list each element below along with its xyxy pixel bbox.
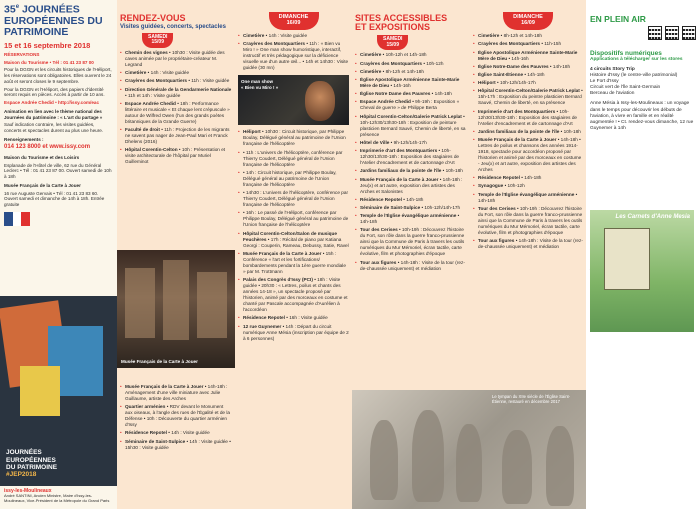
list-item: • Tour aux figures • 14h-18h : Visite de la tour (rez-de-chaussée uniquement) et médiation	[355, 260, 467, 272]
list-item: • Faculté de droit • 11h : Projection de les migrants ne savent pas nager de Jean-Paul Mari et Franck Dhelens (2016)	[120, 127, 232, 145]
list-item: • Chemin des vignes • 10h30 : Visite guidée des caves animée par le propriétaire-créateur M. Legrand	[120, 50, 232, 68]
list-item: • Jardins familiaux de la pointe de l'île • 10h-18h	[355, 168, 467, 174]
musee-title: Musée Français de la Carte à Jouer	[4, 182, 81, 188]
france-flag-icon	[4, 212, 30, 226]
circuit-block	[590, 67, 696, 98]
anim-note: Animation en lien avec le thème national des Journées du patrimoine : « L'art du partage »	[4, 108, 103, 120]
section-heading: RENDEZ-VOUS	[120, 13, 186, 23]
musee-address: 16 rue Auguste Gervais • Tél : 01 41 23 83 60. Ouvert samedi et dimanche de 14h à 18h. Entrée gratuite	[4, 190, 105, 208]
poster-image: JOURNÉES EUROPÉENNES DU PATRIMOINE #JEP2018	[0, 296, 117, 486]
list-item: • Musée Français de la Carte à Jouer • 15h : Conférence « l'art et les fortifications/ bombardements pendant la 1ère guerre mondiale » par M. Trottmann	[238, 251, 349, 275]
section-heading: EN PLEIN AIR	[590, 14, 646, 24]
day-badge: SAMEDI 15/09	[142, 33, 173, 48]
list-item: • Hôpital Corentin-Celton/Salon de musique Feuchères • 17h : Récital de piano par Katiana Georgi : Couperin, Rameau, Debussy, Satie, Ravel	[238, 231, 349, 249]
info-phone[interactable]: 014 123 8000 et www.issy.com	[4, 144, 91, 151]
list-item: • Séminaire de Saint-Sulpice • 14h : Visite guidée • 15h30 : Visite guidée	[120, 439, 232, 451]
list-item: • • 14h : Circuit historique, par Philippe Boulay, Délégué général au patrimoine de l'Union française de l'hélicoptère	[238, 170, 349, 188]
list-item: • Hôpital Corentin-Celton/Galerie Patrick Leplat • 10h-12h30/13h30-18h : Exposition de peinture plasticien Bernard Sauvé, Chemin de liberté, en sa présence	[355, 114, 467, 138]
list-item: • Église Apostolique Arménienne Sainte-Marie Mère de Dieu • 14h-16h	[355, 77, 467, 89]
anne-mesia-image: Les Carnets d'Anne Mesia	[590, 210, 694, 332]
list-item: • • 11h : L'univers de l'hélicoptère, conférence par Thierry Coudert, Délégué général de l'Union française de l'hélicoptère	[238, 150, 349, 168]
qr-code-icon[interactable]	[648, 26, 662, 40]
tympanum-photo: Le tympan du XIIe siècle de l'Église Saint-Étienne, restauré en décembre 2017	[352, 390, 586, 509]
maison-address: Esplanade de l'Hôtel de ville, 62 rue du Général Leclerc • Tél : 01 41 23 87 00. Ouvert samedi de 10h à 18h	[4, 162, 112, 180]
list-item: • Synagogue • 10h-12h	[473, 183, 583, 189]
store-badges	[648, 26, 696, 40]
reservations-tourisme: Maison du Tourisme • Tél : 01 41 23 87 00	[4, 59, 94, 65]
list-item: • Tour aux figures • 14h-18h : Visite de la tour (rez-de-chaussée uniquement) et médiation	[473, 238, 583, 250]
digital-heading: Dispositifs numériques	[590, 50, 662, 57]
list-item: • Crayères des Montquartiers • 10h-12h	[355, 61, 467, 67]
list-item: • Imprimerie d'art des Montquartiers • 10h-12h30/13h30-18h : Exposition des stagiaires de l'Atelier d'encadrement et de cartonnage d'Art	[473, 109, 583, 127]
reservations-note-id: Pour la DGGN et l'Héliport, des papiers d'identité seront requis en pièces. Accès à partir de 10 ans.	[4, 86, 105, 98]
list-item: • Crayères des Montquartiers • 11h : Visite guidée	[120, 78, 232, 84]
list-item: • • 16h : Le passé de l'Héliport, conférence par Philippe Boulay, Délégué général au patrimoine de l'Union française de l'hélicoptère	[238, 210, 349, 228]
section-subheading: Visites guidées, concerts, spectacles	[120, 24, 226, 31]
list-item: • Palais des Congrès d'Issy (PCI) • 18h : Visite guidée • 20h30 : « Lettres, poilus et chants des années 14-18 », un spectacle proposé par l'historien, animé par des morceaux en costume et chanté par Pascale accompagnée d'Aurélien à l'accordéon	[238, 277, 349, 313]
list-item: • Résidence Repotel • 14h : Visite guidée	[120, 430, 232, 436]
site-list	[473, 33, 583, 250]
event-dates: 15 et 16 septembre 2018	[4, 40, 91, 50]
list-item: • Résidence Repotel • 14h-18h	[473, 175, 583, 181]
footer	[0, 486, 117, 509]
list-item: • Église Notre Dame des Pauvres • 14h-18h	[355, 91, 467, 97]
circuit-title: 4 circuits Story Trip	[590, 66, 635, 72]
museum-photo: Musée Français de la Carte à Jouer	[117, 250, 235, 368]
list-item: • Séminaire de Saint-Sulpice • 10h-12h/14h-17h	[355, 205, 467, 211]
list-item: • Crayères des Montquartiers • 11h : « Bien vu Miro ! » One man show humoristique, interactif, instructif et très pédagogique sur la déficience visuelle vue d'un autre œil... • 14h et 14h30 : Visite guidée (30 mn)	[238, 41, 349, 71]
day-badge: SAMEDI 15/09	[377, 35, 408, 50]
list-item: • Direction Générale de la Gendarmerie Nationale • 11h et 14h : Visite guidée	[120, 87, 232, 99]
duration-note: Sauf indication contraire, les visites guidées, concerts et spectacles durent au plus une heure.	[4, 122, 104, 133]
list-item: • Résidence Repotel • 14h-18h	[355, 197, 467, 203]
info-label: Renseignements :	[4, 136, 44, 142]
qr-code-icon[interactable]	[665, 26, 679, 40]
circuit-item: Berceau de l'aviation	[590, 91, 635, 97]
event-list-2	[238, 129, 349, 341]
day-badge: DIMANCHE 16/09	[503, 12, 553, 30]
list-item: • Imprimerie d'art des Montquartiers • 10h-12h30/13h30-18h : Exposition des stagiaires de l'Atelier d'encadrement et de cartonnage d'Art	[355, 148, 467, 166]
page-title: 35e JOURNÉES EUROPÉENNES DU PATRIMOINE	[4, 3, 103, 38]
footer-credit: André SANTINI, Ancien Ministre, Maire d'Issy-les-Moulineaux, Vice-Président de la Métropole du Grand Paris	[4, 493, 110, 503]
list-item: • Musée Français de la Carte à Jouer • 14h-18h • Lettres de poilus et chansons des années 1914-1918, spectacle pour accordéon proposé par l'historien et animé par des morceaux en costume - Jeu(x) et art autre, exposition des artistes des Arches	[473, 137, 583, 173]
list-item: • Cimetière • 8h-12h et 14h-18h	[473, 33, 583, 39]
qr-code-icon[interactable]	[682, 26, 696, 40]
footer-site[interactable]: issy-les-Moulineaux	[4, 488, 52, 494]
list-item: • Musée Français de la Carte à Jouer • 14h-18h : Jeu(x) et art autre, exposition des artistes des Arches et Salonistes	[355, 177, 467, 195]
list-item: • Hôpital Corentin-Celton • 10h : Présentation et visite architecturale de l'hôpital par Muriel Guilleminot	[120, 147, 232, 165]
circuit-item: Histoire d'Issy (le centre-ville patrimonial)	[590, 72, 678, 78]
list-item: • Crayères des Montquartiers • 11h-15h	[473, 41, 583, 47]
list-item: • Hôtel de Ville • 9h-12h/14h-17h	[355, 140, 467, 146]
section-heading: SITES ACCESSIBLES ET EXPOSITIONS	[355, 13, 448, 33]
circuit-item: Le Fort d'Issy	[590, 79, 619, 84]
list-item: • Cimetière • 14h : Visite guidée	[238, 33, 349, 39]
list-item: • Église Apostolique Arménienne Sainte-Marie Mère de Dieu • 14h-16h	[473, 50, 583, 62]
list-item: • 12 rue Guynemer • 14h : Départ du circuit numérique Anne Mésia (inscription par équipe de 2 à 6 personnes)	[238, 324, 349, 342]
show-photo: One man show « Bien vu Miro ! »	[238, 75, 349, 125]
list-item: • Église Notre-Dame des Pauvres • 14h-18h	[473, 64, 583, 70]
maison-title: Maison du Tourisme et des Loisirs	[4, 154, 80, 160]
list-item: • Tour des Cerises • 10h-19h : Découvrez l'histoire du Fort, son rôle dans la guerre franco-prussienne ainsi que la Commune de Paris à travers les outils numériques du Mur Mémoriel, écran tactile, carte évolutive, film et photographies d'époque	[473, 206, 583, 236]
anne-mesia-text: Anne Mésia à Issy-les-Moulineaux : un voyage dans le temps pour découvrir les débuts de l'aviation, à vivre en famille et en réalité augmentée ! • Ct. rendez-vous dimanche, 12 rue Guynemer à 14h	[590, 101, 694, 131]
event-list-2	[120, 384, 232, 453]
day-badge: DIMANCHE 16/09	[269, 12, 319, 30]
list-item: • Jardins familiaux de la pointe de l'île • 10h-18h	[473, 129, 583, 135]
circuit-item: Circuit vert de l'Île Saint-Germain	[590, 85, 661, 91]
list-item: • Héliport • 10h30 : Circuit historique, par Philippe Boulay, Délégué général au patrimoine de l'Union française de l'hélicoptère	[238, 129, 349, 147]
list-item: • Temple de l'Église évangélique arménienne • 14h-18h	[355, 213, 467, 225]
list-item: • Héliport • 10h-12h/14h-17h	[473, 80, 583, 86]
list-item: • Espace Andrée Chedid • 9h-19h : Exposition « Cheval de guerre » de Philippe Berta	[355, 99, 467, 111]
list-item: • Cimetière • 10h-12h et 14h-18h	[355, 52, 467, 58]
event-list	[238, 33, 349, 71]
espace-link[interactable]: Espace Andrée Chedid • http://issy.com/eac	[4, 100, 100, 106]
list-item: • Temple de l'Église évangélique arménienne • 14h-18h	[473, 192, 583, 204]
reservations-note: Pour la DGGN et les circuits historiques de l'Héliport, les réservations sont obligatoires. Elles ouvrent le 24 août et seront closes le 9 septembre.	[4, 67, 112, 84]
site-list	[355, 52, 467, 271]
list-item: • Résidence Repotel • 16h : Visite guidée	[238, 315, 349, 321]
list-item: • Musée Français de la Carte à Jouer • 14h-18h : Aménagement d'une ville miniature avec Julie Guillaume, artiste des Arches	[120, 384, 232, 402]
list-item: • • 14h30 : L'univers de l'hélicoptère, conférence par Thierry Coudert, Délégué général de l'Union française de l'hélicoptère	[238, 190, 349, 208]
list-item: • Tour des Cerises • 10h-19h : Découvrez l'histoire du Fort, son rôle dans la guerre franco-prussienne ainsi que la Commune de Paris à travers les outils numériques du Mur Mémoriel, écran tactile, carte évolutive, film et photographies d'époque	[355, 227, 467, 257]
list-item: • Hôpital Corentin-Celton/Galerie Patrick Leplat • 15h-17h : Exposition du peintre plasticien Bernard Sauvé, Chemin de liberté, en sa présence	[473, 88, 583, 106]
list-item: • Quartier arménien • RDV devant le Monument aux oiseaux, à l'angle des rues de l'Égalité et de la Défense • 10h : Découverte du quartier arménien d'Issy	[120, 404, 232, 428]
event-list	[120, 50, 232, 165]
list-item: • Cimetière • 8h-12h et 14h-18h	[355, 69, 467, 75]
list-item: • Église Saint-Étienne • 14h-18h	[473, 72, 583, 78]
reservations-label: RÉSERVATIONS	[4, 51, 40, 57]
digital-subheading: Applications à télécharger sur les stores	[590, 57, 683, 62]
list-item: • Espace Andrée Chedid • 18h : Performance littéraire et musicale « Et chaque lent crépuscule » autour de Wilfred Owen (l'un des grands poètes britanniques de la Grande Guerre)	[120, 101, 232, 125]
rendezvous-sunday-column	[235, 0, 352, 509]
list-item: • Cimetière • 14h : Visite guidée	[120, 70, 232, 76]
